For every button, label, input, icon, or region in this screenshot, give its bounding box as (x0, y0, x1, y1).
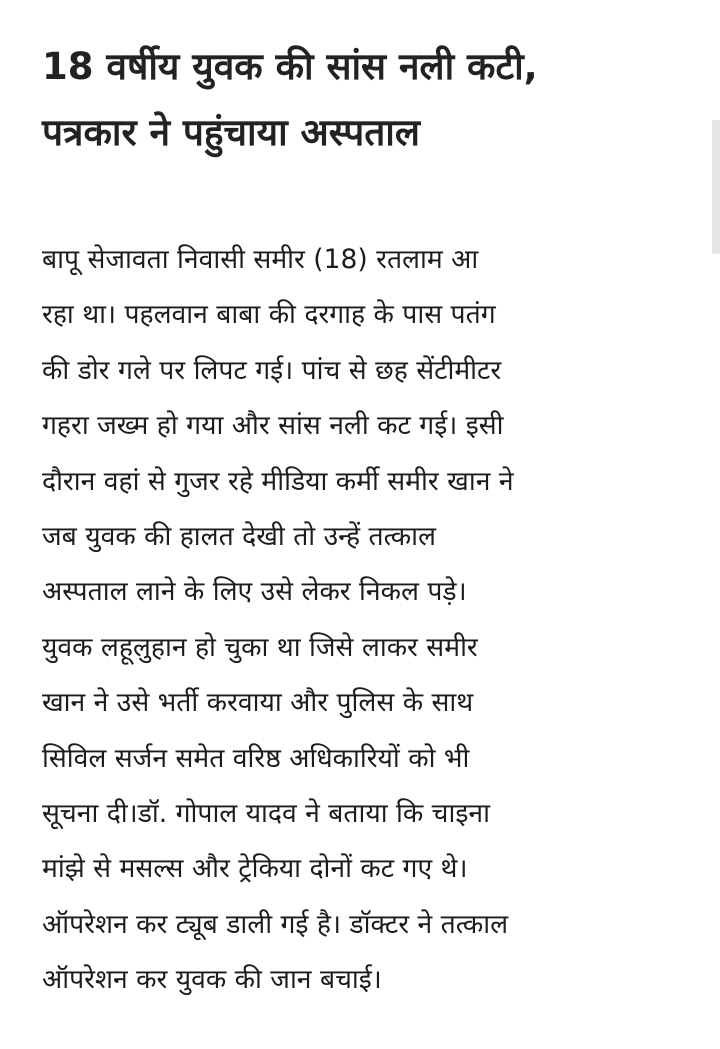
body-line: गहरा जख्म हो गया और सांस नली कट गई। इसी (42, 410, 504, 442)
body-line: जब युवक की हालत देखी तो उन्हें तत्काल (42, 521, 436, 553)
body-line: सूचना दी।डॉ. गोपाल यादव ने बताया कि चाइना (42, 798, 490, 830)
article-body (42, 232, 682, 1008)
body-line: मांझे से मसल्स और ट्रेकिया दोनों कट गए थे। (42, 853, 468, 885)
headline-line: 18 वर्षीय युवक की सांस नली कटी, (42, 45, 538, 88)
body-line: ऑपरेशन कर युवक की जान बचाई। (42, 964, 382, 996)
body-line: बापू सेजावता निवासी समीर (18) रतलाम आ (42, 244, 479, 275)
body-line: युवक लहूलुहान हो चुका था जिसे लाकर समीर (42, 631, 478, 663)
body-line: ऑपरेशन कर ट्यूब डाली गई है। डॉक्टर ने तत्काल (42, 908, 509, 940)
body-line: खान ने उसे भर्ती करवाया और पुलिस के साथ (42, 687, 474, 719)
scrollbar[interactable] (712, 120, 720, 254)
article (42, 34, 682, 1008)
body-line: दौरान वहां से गुजर रहे मीडिया कर्मी समीर खान ने (42, 465, 514, 497)
headline (42, 34, 682, 166)
headline-line: पत्रकार ने पहुंचाया अस्पताल (42, 111, 420, 154)
body-line: अस्पताल लाने के लिए उसे लेकर निकल पड़े। (42, 576, 467, 608)
body-line: की डोर गले पर लिपट गई। पांच से छह सेंटीमीटर (42, 354, 502, 386)
body-line: सिविल सर्जन समेत वरिष्ठ अधिकारियों को भी (42, 742, 470, 774)
body-line: रहा था। पहलवान बाबा की दरगाह के पास पतंग (42, 299, 496, 331)
